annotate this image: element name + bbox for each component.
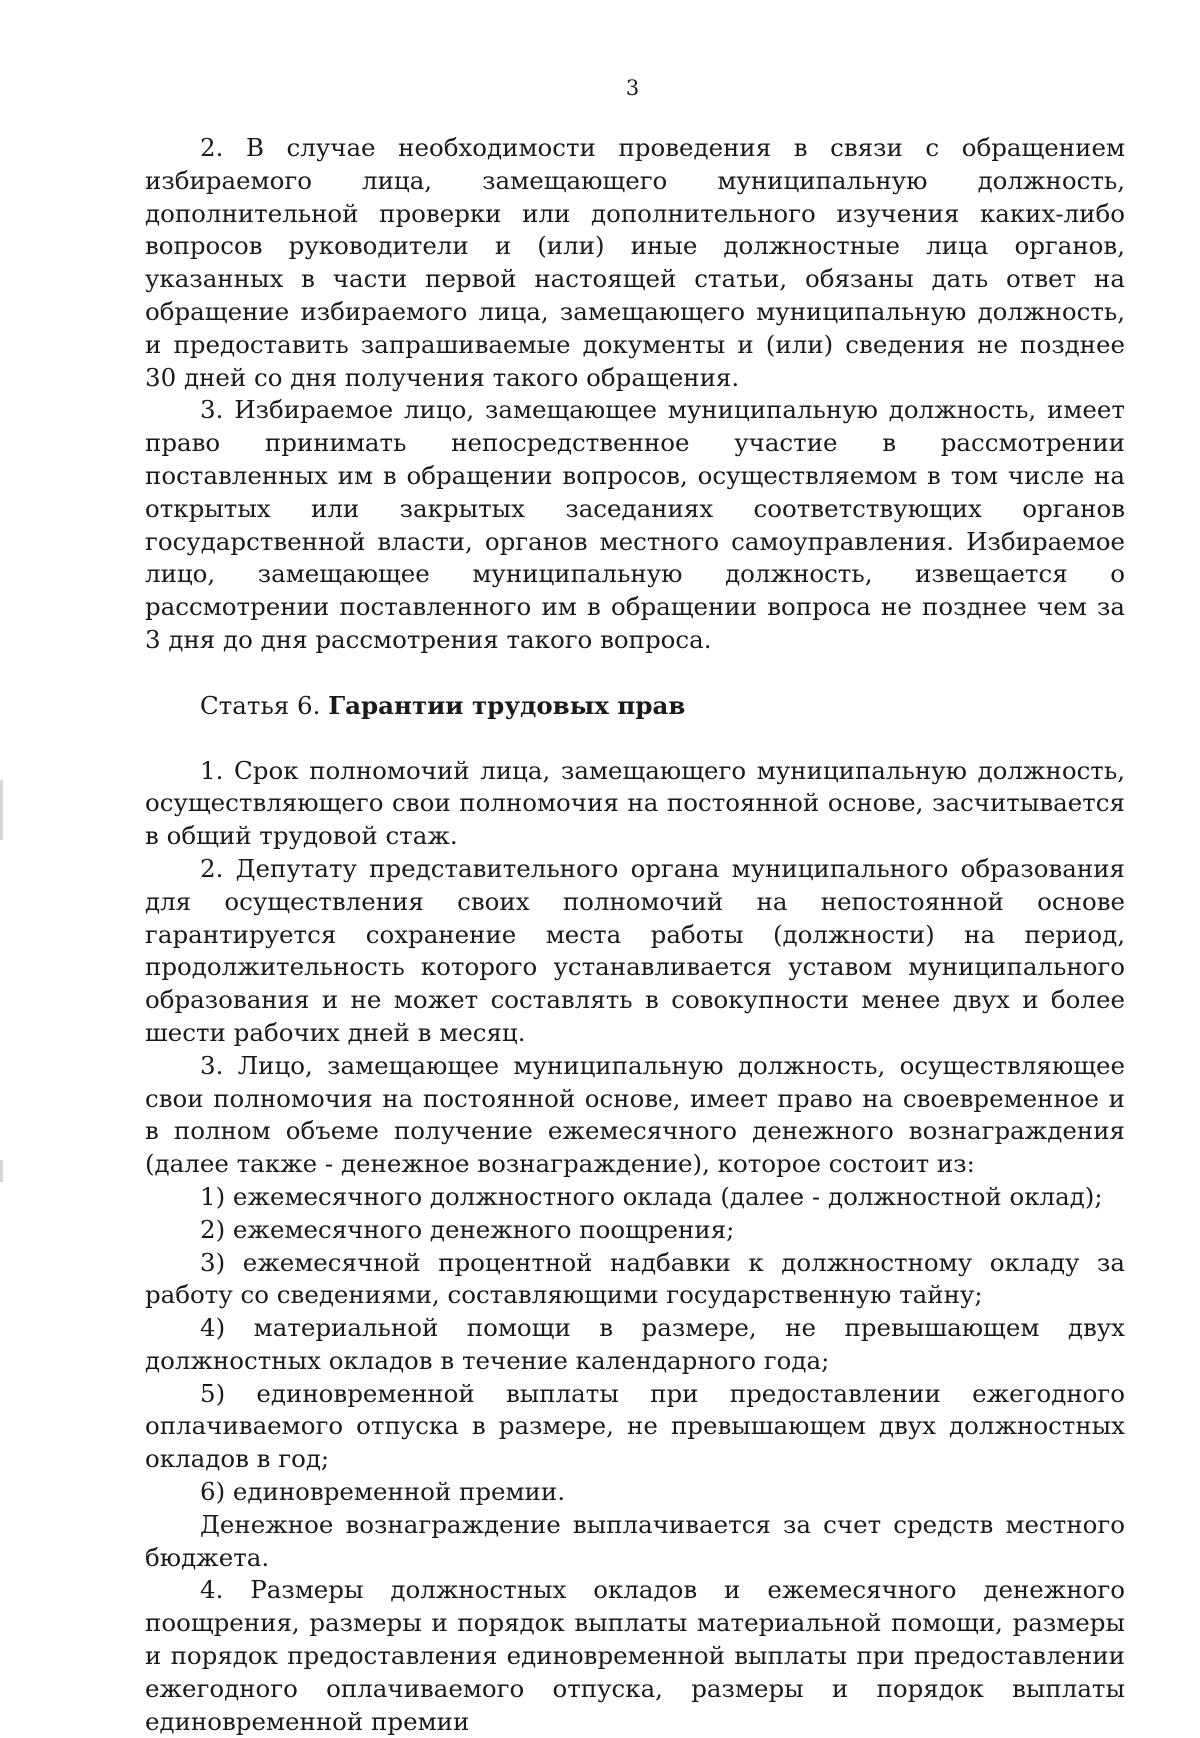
list-item: 4) материальной помощи в размере, не превышающем двух должностных окладов в течение календарного года;: [145, 1313, 1125, 1375]
page-number: 3: [625, 76, 640, 100]
list-item: 5) единовременной выплаты при предоставлении ежегодного оплачиваемого отпуска в размере, не превышающем двух должностных окладов в год;: [145, 1378, 1125, 1474]
document-body: [145, 132, 1125, 1738]
paragraph: 3. Лицо, замещающее муниципальную должность, осуществляющее свои полномочия на постоянной основе, имеет право на своевременное и в полном объеме получение ежемесячного денежного вознаграждения (далее также - денежное вознаграждение), которое состоит из:: [145, 1050, 1125, 1179]
list-item: 1) ежемесячного должностного оклада (далее - должностной оклад);: [200, 1181, 1103, 1211]
article-number: Статья 6.: [200, 690, 329, 720]
list-item: 6) единовременной премии.: [200, 1477, 565, 1507]
scan-artifact: [0, 1160, 3, 1182]
article-title: Гарантии трудовых прав: [328, 690, 686, 720]
paragraph: 3. Избираемое лицо, замещающее муниципальную должность, имеет право принимать непосредственное участие в рассмотрении поставленных им в обращении вопросов, осуществляемом в том числе на открытых или закрытых заседаниях соответствующих органов государственной власти, органов местного самоуправления. Избираемое лицо, замещающее муниципальную должность, извещается о рассмотрении поставленного им в обращении вопроса не позднее чем за 3 дня до дня рассмотрения такого вопроса.: [145, 395, 1125, 654]
paragraph: 2. В случае необходимости проведения в связи с обращением избираемого лица, замещающего муниципальную должность, дополнительной проверки или дополнительного изучения каких-либо вопросов руководители и (или) иные должностные лица органов, указанных в части первой настоящей статьи, обязаны дать ответ на обращение избираемого лица, замещающего муниципальную должность, и предоставить запрашиваемые документы и (или) сведения не позднее 30 дней со дня получения такого обращения.: [145, 133, 1125, 392]
article-heading: [145, 690, 1125, 723]
paragraph: 4. Размеры должностных окладов и ежемесячного денежного поощрения, размеры и порядок выплаты материальной помощи, размеры и порядок предоставления единовременной выплаты при предоставлении ежегодного оплачиваемого отпуска, размеры и порядок выплаты единовременной премии: [145, 1575, 1125, 1736]
paragraph: 2. Депутату представительного органа муниципального образования для осуществления своих полномочий на непостоянной основе гарантируется сохранение места работы (должности) на период, продолжительность которого устанавливается уставом муниципального образования и не может составлять в совокупности менее двух и более шести рабочих дней в месяц.: [145, 853, 1125, 1047]
paragraph: Денежное вознаграждение выплачивается за счет средств местного бюджета.: [145, 1509, 1125, 1572]
paragraph: 1. Срок полномочий лица, замещающего муниципальную должность, осуществляющего свои полномочия на постоянной основе, засчитывается в общий трудовой стаж.: [145, 755, 1125, 851]
list-item: 2) ежемесячного денежного поощрения;: [200, 1214, 735, 1244]
list-item: 3) ежемесячной процентной надбавки к должностному окладу за работу со сведениями, составляющими государственную тайну;: [145, 1247, 1125, 1310]
scan-artifact: [0, 780, 3, 840]
